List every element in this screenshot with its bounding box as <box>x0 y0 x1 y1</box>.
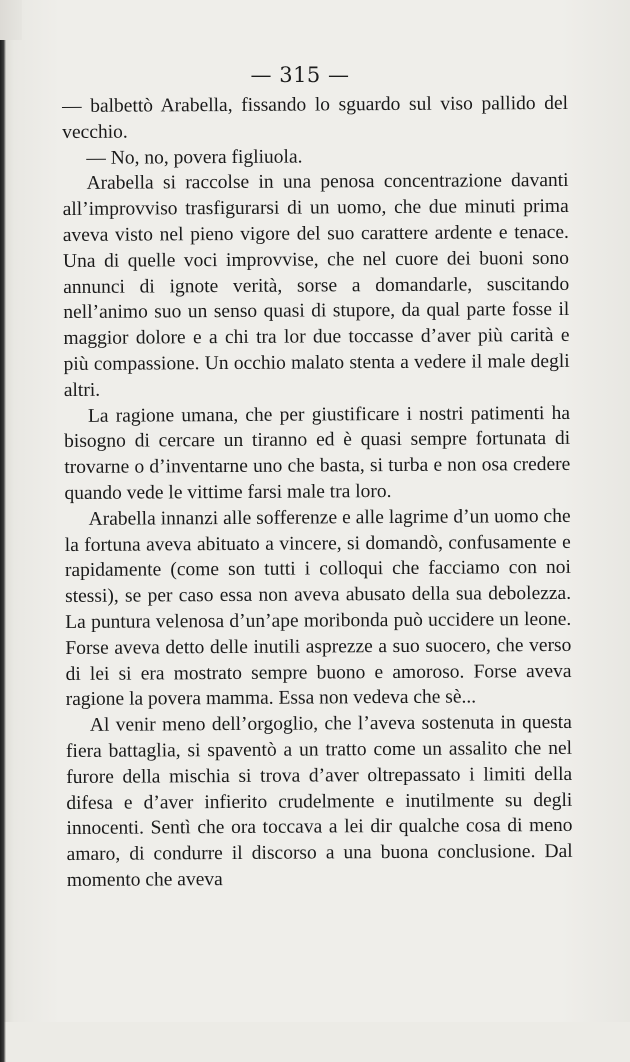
paragraph: — No, no, povera figliuola. <box>86 146 303 169</box>
page-gutter-shadow-top <box>0 0 22 40</box>
paragraph: — balbettò Arabella, fissando lo sguardo sul viso pallido del vecchio. <box>62 92 569 143</box>
paragraph: La ragione umana, che per giustificare i nostri patimenti ha bisogno di cercare un tiranno ed è quasi sempre fortunata di trovarne o d’inventarne uno che basta, si turba e non osa credere quando vede le vittime farsi male tra loro. <box>64 402 571 504</box>
paragraph: Arabella si raccolse in una penosa concentrazione davanti all’improvviso trasfigurarsi di un uomo, che due minuti prima aveva visto nel pieno vigore del suo carattere ardente e tenace. Una di quelle voci improvvise, che nel cuore dei buoni sono annunci di ignote verità, sorse a domandarle, suscitando nell’animo suo un senso quasi di stupore, da qual parte fosse il maggior dolore e a chi tra lor due toccasse d’aver più carità e più compassione. Un occhio malato stenta a vedere il male degli altri. <box>62 170 570 401</box>
paragraph: Al venir meno dell’orgoglio, che l’aveva sostenuta in questa fiera battaglia, si spaventò a un tratto come un assalito che nel furore della mischia si trova d’aver oltrepassato i limiti della difesa e d’aver infierito crudelmente e inutilmente su degli innocenti. Sentì che ora toccava a lei dir qualche cosa di meno amaro, di condurre il discorso a una buona conclusione. Dal momento che aveva <box>65 712 573 891</box>
paragraph: Arabella innanzi alle sofferenze e alle lagrime d’un uomo che la fortuna aveva abituato a vincere, si domandò, confusamente e rapidamente (come son tutti i colloqui che facciamo con noi stessi), se per caso essa non aveva abusato della sua debolezza. La puntura velenosa d’un’ape moribonda può uccidere un leone. Forse aveva detto delle inutili asprezze a suo suocero, che verso di lei si era mostrato sempre buono e amoroso. Forse aveva ragione la povera mamma. Essa non vedeva che sè... <box>64 505 572 711</box>
page-binding-edge <box>0 40 6 1062</box>
page-number: — 315 — <box>250 63 350 87</box>
body-text <box>62 91 573 894</box>
